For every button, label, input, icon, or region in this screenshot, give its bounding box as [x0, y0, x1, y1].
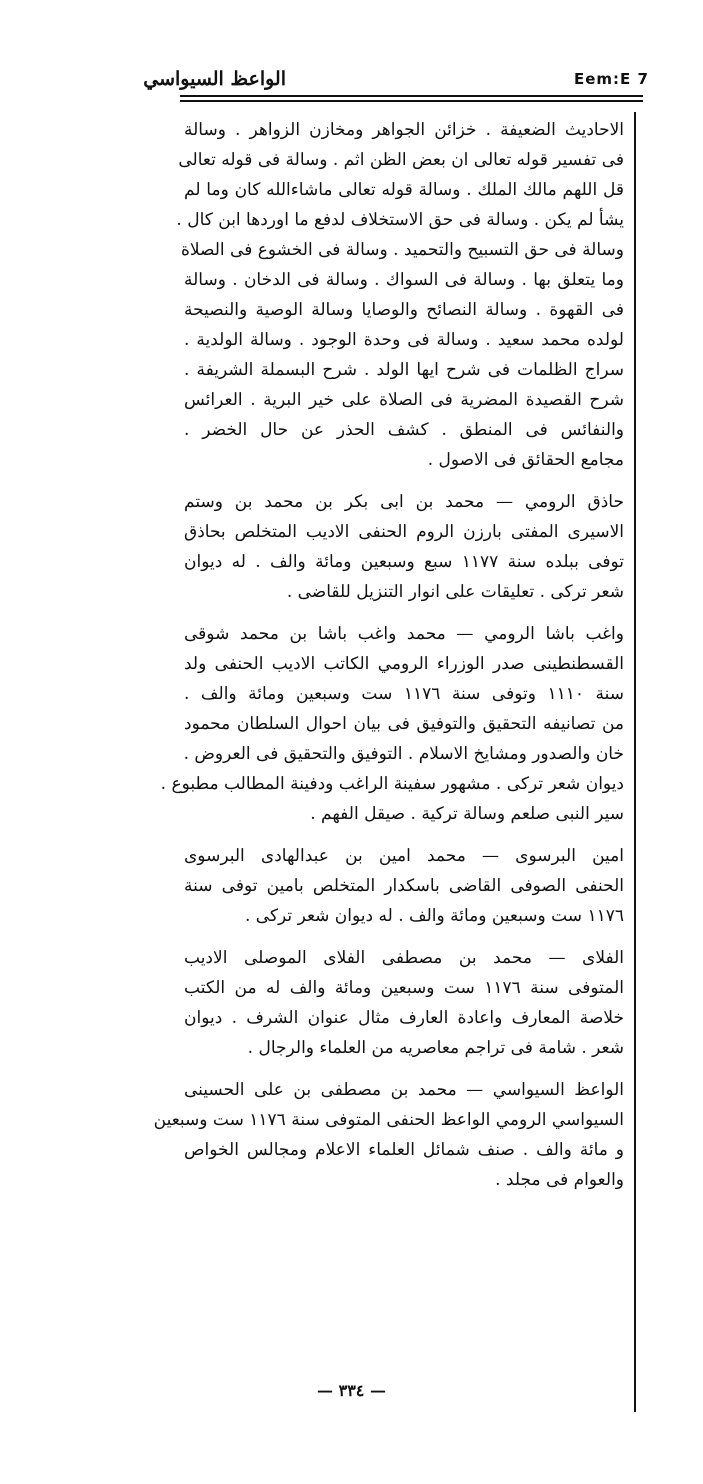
text-line: والعوام فى مجلد . [495, 1170, 624, 1190]
text-line: ١١٧٦ ست وسبعين ومائة والف . له ديوان شعر تركى . [244, 906, 624, 926]
text-line: وسالة فى حق التسبيح والتحميد . وسالة فى الخشوع فى الصلاة [180, 240, 624, 260]
text-line: سراج الظلمات فى شرح ايها الولد . شرح البسملة الشريفة . [184, 360, 624, 380]
running-header-title: الواعظ السيواسي [143, 68, 286, 90]
running-header-code: Eem:E 7 [574, 70, 649, 88]
text-line: شعر تركى . تعليقات على انوار التنزيل للقاضى . [286, 582, 624, 602]
text-line: شرح القصيدة المضرية فى الصلاة على خير البرية . العرائس [184, 390, 624, 410]
text-line: سير النبى صلعم وسالة تركية . صيقل الفهم . [310, 804, 624, 824]
page-number: — ٣٣٤ — [317, 1381, 386, 1400]
header-rule-top [180, 95, 643, 97]
bio-entry-heading: واغب باشا الرومي — محمد واغب باشا بن محمد شوقى [184, 624, 624, 644]
text-line: الحنفى الصوفى القاضى باسكدار المتخلص بامين توفى سنة [184, 876, 624, 896]
text-line: سنة ١١١٠ وتوفى سنة ١١٧٦ ست وسبعين ومائة والف . [184, 684, 624, 704]
text-line: القسطنطينى صدر الوزراء الرومي الكاتب الاديب الحنفى ولد [184, 654, 624, 674]
text-line: يشأ لم يكن . وسالة فى حق الاستخلاف لدفع ما اوردها ابن كال . [176, 210, 624, 230]
page-body-text [153, 115, 624, 1195]
header-rule-bottom [180, 100, 643, 102]
text-line: فى تفسير قوله تعالى ان بعض الظن اثم . وسالة فى قوله تعالى [178, 150, 624, 170]
bio-entry-heading: الفلاى — محمد بن مصطفى الفلاى الموصلى الاديب [184, 948, 624, 968]
text-line: شعر . شامة فى تراجم معاصريه من العلماء والرجال . [247, 1038, 624, 1058]
text-line: خان والصدور ومشايخ الاسلام . التوفيق والتحقيق فى العروض . [183, 744, 624, 764]
text-line: قل اللهم مالك الملك . وسالة قوله تعالى ماشاءالله كان وما لم [184, 180, 624, 200]
margin-vertical-rule [634, 112, 636, 1412]
text-line: خلاصة المعارف واعادة العارف مثال عنوان الشرف . ديوان [184, 1008, 624, 1028]
text-line: و مائة والف . صنف شمائل العلماء الاعلام ومجالس الخواص [184, 1140, 624, 1160]
bio-entry-heading: الواعظ السيواسي — محمد بن مصطفى بن على الحسينى [184, 1080, 624, 1100]
text-line: وما يتعلق بها . وسالة فى السواك . وسالة فى الدخان . وسالة [184, 270, 624, 290]
bio-entry-heading: حاذق الرومي — محمد بن ابى بكر بن محمد بن وستم [184, 492, 624, 512]
text-line: مجامع الحقائق فى الاصول . [427, 450, 624, 470]
text-line: ديوان شعر تركى . مشهور سفينة الراغب ودفينة المطالب مطبوع . [160, 774, 624, 794]
text-line: توفى ببلده سنة ١١٧٧ سبع وسبعين ومائة والف . له ديوان [184, 552, 624, 572]
text-line: الاحاديث الضعيفة . خزائن الجواهر ومخازن الزواهر . وسالة [184, 120, 624, 140]
text-line: الاسيرى المفتى بارزن الروم الحنفى الاديب المتخلص بحاذق [184, 522, 624, 542]
text-line: السيواسي الرومي الواعظ الحنفى المتوفى سنة ١١٧٦ ست وسبعين [153, 1110, 624, 1130]
text-line: المتوفى سنة ١١٧٦ ست وسبعين ومائة والف له من الكتب [184, 978, 624, 998]
text-line: والنفائس فى المنطق . كشف الحذر عن حال الخضر . [184, 420, 624, 440]
bio-entry-heading: امين البرسوى — محمد امين بن عبدالهادى البرسوى [184, 846, 624, 866]
text-line: لولده محمد سعيد . وسالة فى وحدة الوجود . وسالة الولدية . [184, 330, 624, 350]
text-line: من تصانيفه التحقيق والتوفيق فى بيان احوال السلطان محمود [184, 714, 624, 734]
text-line: فى القهوة . وسالة النصائح والوصايا وسالة الوصية والنصيحة [184, 300, 624, 320]
